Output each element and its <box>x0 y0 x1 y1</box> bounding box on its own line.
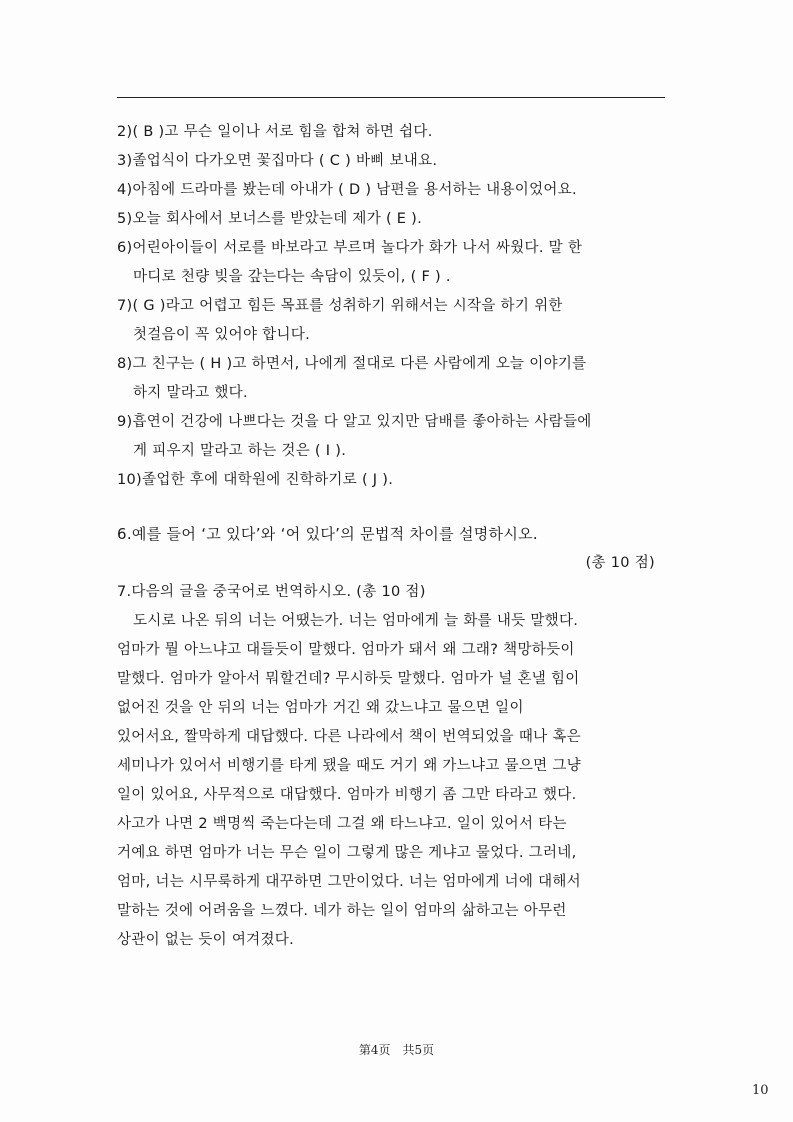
passage-line-1: 도시로 나온 뒤의 너는 어땠는가. 너는 엄마에게 늘 화를 내듯 말했다. <box>133 613 579 629</box>
header-rule <box>117 97 665 98</box>
question-6: 6.예를 들어 ‘고 있다’와 ‘어 있다’의 문법적 차이를 설명하시오. <box>117 525 538 543</box>
passage-line-5: 있어서요, 짤막하게 대답했다. 다른 나라에서 책이 번역되었을 때나 혹은 <box>117 729 581 745</box>
question-item-3: 3)졸업식이 다가오면 꽃집마다 ( C ) 바삐 보내요. <box>117 153 438 169</box>
passage-line-3: 말했다. 엄마가 알아서 뭐할건데? 무시하듯 말했다. 엄마가 널 혼낼 힘이 <box>117 671 580 687</box>
question-item-10: 10)졸업한 후에 대학원에 진학하기로 ( J ). <box>117 472 394 488</box>
spacer <box>117 495 665 520</box>
question-item-7-cont: 첫걸음이 꼭 있어야 합니다. <box>133 327 311 343</box>
question-item-5: 5)오늘 회사에서 보너스를 받았는데 제가 ( E ). <box>117 211 423 227</box>
passage-line-2: 엄마가 뭘 아느냐고 대들듯이 말했다. 엄마가 돼서 왜 그래? 책망하듯이 <box>117 642 575 658</box>
question-item-9: 9)흡연이 건강에 나쁘다는 것을 다 알고 있지만 담배를 좋아하는 사람들에 <box>117 414 592 430</box>
exam-content <box>117 118 665 955</box>
question-item-8-cont: 하지 말라고 했다. <box>133 385 248 401</box>
question-item-6: 6)어린아이들이 서로를 바보라고 부르며 놀다가 화가 나서 싸웠다. 말 한 <box>117 240 583 256</box>
passage-line-11: 말하는 것에 어려움을 느꼈다. 네가 하는 일이 엄마의 삶하고는 아무런 <box>117 903 567 919</box>
question-6-score: (총 10 점) <box>585 555 655 571</box>
question-item-8: 8)그 친구는 ( H )고 하면서, 나에게 절대로 다른 사람에게 오늘 이야기를 <box>117 356 587 372</box>
question-item-6-cont: 마디로 천량 빚을 갚는다는 속담이 있듯이, ( F ) . <box>133 269 451 285</box>
passage-line-10: 엄마, 너는 시무룩하게 대꾸하면 그만이었다. 너는 엄마에게 너에 대해서 <box>117 874 581 890</box>
passage-line-6: 세미나가 있어서 비행기를 타게 됐을 때도 거기 왜 가느냐고 물으면 그냥 <box>117 758 581 774</box>
question-item-7: 7)( G )라고 어렵고 힘든 목표를 성취하기 위해서는 시작을 하기 위한 <box>117 298 563 314</box>
passage-line-7: 일이 있어요, 사무적으로 대답했다. 엄마가 비행기 좀 그만 타라고 했다. <box>117 787 577 803</box>
question-item-4: 4)아침에 드라마를 봤는데 아내가 ( D ) 남편을 용서하는 내용이었어요. <box>117 182 577 198</box>
page-footer: 第4页 共5页 <box>358 1043 435 1057</box>
passage-line-9: 거예요 하면 엄마가 너는 무슨 일이 그렇게 많은 게냐고 물었다. 그러네, <box>117 845 577 861</box>
passage-line-12: 상관이 없는 듯이 여겨졌다. <box>117 932 295 948</box>
question-item-2: 2)( B )고 무슨 일이나 서로 힘을 합쳐 하면 쉽다. <box>117 124 433 140</box>
question-item-9-cont: 게 피우지 말라고 하는 것은 ( I ). <box>133 443 347 459</box>
passage-line-4: 없어진 것을 안 뒤의 너는 엄마가 거긴 왜 갔느냐고 물으면 일이 <box>117 700 524 716</box>
question-7-heading: 7.다음의 글을 중국어로 번역하시오. (총 10 점) <box>117 584 426 600</box>
page-number: 10 <box>752 1083 769 1098</box>
passage-line-8: 사고가 나면 2 백명씩 죽는다는데 그걸 왜 타느냐고. 일이 있어서 타는 <box>117 816 567 832</box>
